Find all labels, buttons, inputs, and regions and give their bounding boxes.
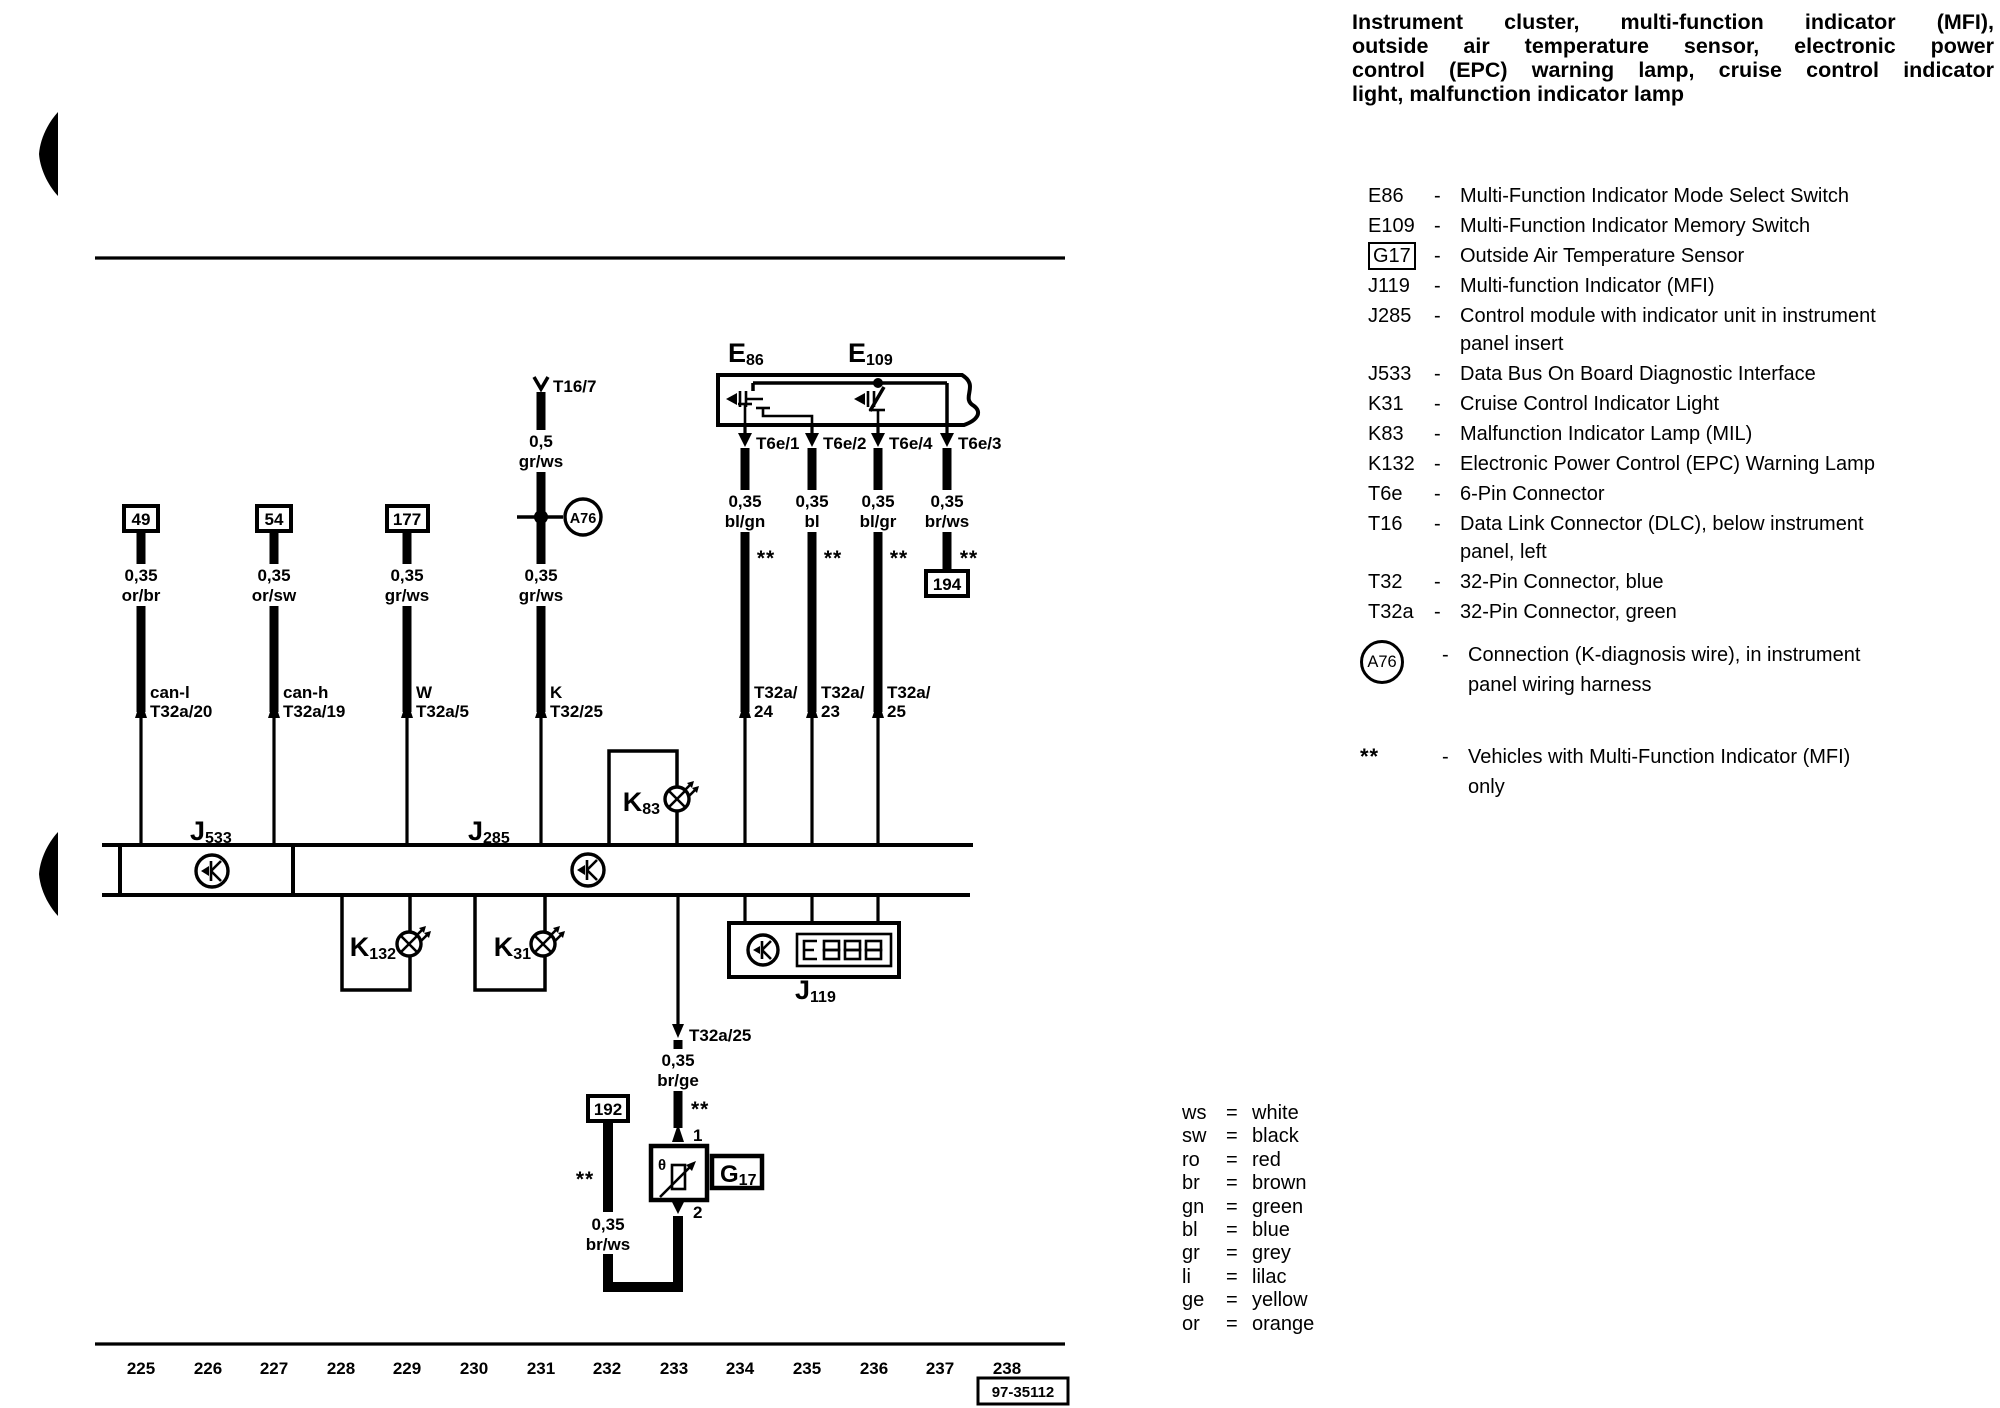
color-row: bl = blue: [1182, 1219, 1290, 1242]
junction-dot: [534, 510, 548, 524]
svg-text:54: 54: [264, 510, 284, 529]
pin-arrow-icon: [738, 433, 752, 447]
color-row: ro = red: [1182, 1148, 1281, 1171]
svg-text:0,35: 0,35: [795, 492, 829, 511]
svg-text:0,35: 0,35: [257, 566, 291, 585]
ground-loop-192: [576, 1096, 678, 1287]
title-line: outside air temperature sensor, electronic power: [1352, 34, 1994, 58]
bus-j533-j285: [102, 816, 973, 895]
legend-dash: -: [1434, 601, 1441, 623]
legend-code: T32: [1368, 571, 1403, 593]
svg-text:238: 238: [992, 1359, 1022, 1378]
legend-code: J119: [1368, 275, 1410, 297]
a76-circle: A76: [1360, 640, 1404, 684]
note-desc: Connection (K-diagnosis wire), in instrument: [1468, 644, 1861, 666]
legend-desc: Malfunction Indicator Lamp (MIL): [1460, 423, 1753, 445]
legend-dash: -: [1434, 275, 1441, 297]
lamp-icon: [531, 926, 565, 956]
svg-text:97-35112: 97-35112: [991, 1384, 1055, 1401]
svg-text:225: 225: [126, 1359, 156, 1378]
svg-text:gr/ws: gr/ws: [518, 586, 564, 605]
color-row: or = orange: [1182, 1312, 1315, 1335]
legend-code: J285: [1368, 305, 1412, 327]
title-line: control (EPC) warning lamp, cruise control indicator: [1352, 58, 1994, 82]
svg-text:θ: θ: [658, 1157, 667, 1174]
note-desc: Vehicles with Multi-Function Indicator (MFI): [1468, 746, 1851, 768]
legend-code: E109: [1368, 215, 1415, 237]
svg-text:**: **: [889, 547, 909, 570]
legend-row: [1368, 510, 1992, 566]
legend-row: [1368, 390, 1992, 418]
star-symbol: **: [1360, 744, 1380, 769]
lamp-k31: [475, 895, 565, 990]
pin-arrow-icon: [940, 433, 954, 447]
legend-code: T16: [1368, 513, 1403, 535]
svg-text:236: 236: [859, 1359, 889, 1378]
page-back-arrow-icon[interactable]: [39, 112, 58, 196]
component-legend: [1368, 182, 1992, 628]
color-row: gr = grey: [1182, 1242, 1291, 1265]
legend-code: T6e: [1368, 483, 1403, 505]
svg-text:bl: bl: [804, 512, 820, 531]
title-line: light, malfunction indicator lamp: [1352, 82, 1685, 106]
lamp-icon: [397, 926, 431, 956]
svg-text:T32a/20: T32a/20: [150, 702, 213, 721]
svg-text:**: **: [756, 547, 776, 570]
a76-note: [1360, 640, 1992, 700]
svg-text:K83: K83: [622, 787, 660, 818]
legend-dash: -: [1434, 363, 1441, 385]
legend-desc: panel insert: [1460, 333, 1564, 355]
legend-row: [1368, 360, 1992, 388]
note-desc: panel wiring harness: [1468, 674, 1652, 696]
legend-code: K132: [1368, 453, 1415, 475]
terminal-194: [926, 571, 968, 596]
lamp-k83: [609, 751, 699, 845]
legend-dash: -: [1434, 453, 1441, 475]
terminal-177: [387, 506, 428, 531]
svg-text:K31: K31: [493, 932, 531, 963]
k-diagnostic-icon: [748, 935, 778, 965]
wire-can-h: [244, 531, 345, 845]
svg-text:228: 228: [326, 1359, 356, 1378]
legend-dash: -: [1434, 571, 1441, 593]
svg-text:**: **: [823, 547, 843, 570]
doc-number: [978, 1378, 1068, 1404]
svg-text:0,35: 0,35: [124, 566, 158, 585]
legend-desc: Multi-Function Indicator Memory Switch: [1460, 215, 1811, 237]
legend-desc: Multi-Function Indicator Mode Select Switch: [1460, 185, 1850, 207]
svg-text:49: 49: [131, 510, 151, 529]
svg-text:K: K: [550, 683, 563, 702]
svg-text:**: **: [575, 1168, 595, 1191]
legend-row: [1368, 182, 1992, 210]
star-note: [1360, 742, 1992, 802]
svg-text:T6e/2: T6e/2: [823, 434, 867, 453]
svg-text:231: 231: [526, 1359, 556, 1378]
svg-text:177: 177: [392, 510, 422, 529]
svg-text:T6e/4: T6e/4: [889, 434, 933, 453]
connector-arrow-icon: [534, 377, 548, 389]
svg-text:**: **: [959, 547, 979, 570]
color-row: ws = white: [1182, 1102, 1299, 1124]
svg-text:T32a/: T32a/: [821, 683, 865, 702]
pin-arrow-icon: [871, 433, 885, 447]
svg-text:2: 2: [693, 1203, 703, 1222]
svg-text:235: 235: [792, 1359, 822, 1378]
svg-text:or/sw: or/sw: [251, 586, 297, 605]
legend-desc: Data Bus On Board Diagnostic Interface: [1460, 363, 1816, 385]
legend-row: [1368, 480, 1992, 508]
switch-e86-icon: [726, 391, 812, 427]
switch-e109-icon: [854, 387, 885, 427]
svg-text:J119: J119: [795, 975, 836, 1006]
svg-text:T32a/: T32a/: [754, 683, 798, 702]
svg-text:1: 1: [693, 1126, 703, 1145]
color-row: gn = green: [1182, 1195, 1304, 1218]
legend-code: G17: [1368, 242, 1434, 270]
svg-text:232: 232: [592, 1359, 622, 1378]
svg-text:227: 227: [259, 1359, 289, 1378]
svg-text:can-h: can-h: [283, 683, 329, 702]
legend-desc: Electronic Power Control (EPC) Warning Lamp: [1460, 453, 1875, 475]
legend-dash: -: [1434, 393, 1441, 415]
legend-code: K83: [1368, 423, 1404, 445]
legend-row: [1368, 450, 1992, 478]
svg-text:J285: J285: [468, 816, 510, 847]
wire-t6e1: [715, 427, 799, 845]
svg-text:T32a/25: T32a/25: [689, 1026, 752, 1045]
sensor-g17-branch: [648, 897, 762, 1222]
svg-text:230: 230: [459, 1359, 489, 1378]
svg-text:G17: G17: [720, 1161, 757, 1189]
lamp-k132: [342, 895, 431, 990]
terminal-192: [588, 1096, 628, 1121]
legend-desc: 6-Pin Connector: [1460, 483, 1605, 505]
svg-text:194: 194: [932, 575, 962, 594]
svg-text:gr/ws: gr/ws: [518, 452, 564, 471]
svg-text:bl/gn: bl/gn: [724, 512, 766, 531]
legend-dash: -: [1434, 245, 1441, 267]
switch-box-e86-e109: [718, 338, 978, 427]
legend-desc: Control module with indicator unit in instrument: [1460, 305, 1876, 327]
svg-text:T32a/: T32a/: [887, 683, 931, 702]
note-desc: only: [1468, 776, 1505, 798]
color-row: li = lilac: [1182, 1265, 1287, 1288]
legend-desc: Outside Air Temperature Sensor: [1460, 245, 1745, 267]
svg-text:23: 23: [821, 702, 840, 721]
svg-text:237: 237: [925, 1359, 955, 1378]
svg-text:0,35: 0,35: [728, 492, 762, 511]
wire-color-key: [1182, 1102, 1314, 1336]
lcd-display-icon: [797, 934, 891, 966]
note-dash: -: [1442, 746, 1449, 768]
lamp-icon: [665, 781, 699, 811]
title-line: Instrument cluster, multi-function indicator (MFI),: [1352, 10, 1994, 34]
legend-dash: -: [1434, 185, 1441, 207]
component-j119: [729, 897, 899, 1006]
legend-row: [1368, 568, 1992, 596]
svg-text:234: 234: [725, 1359, 755, 1378]
track-numbers: [127, 1359, 1021, 1378]
wire-t6e4: [848, 427, 933, 845]
svg-text:0,5: 0,5: [529, 432, 553, 451]
svg-text:T16/7: T16/7: [553, 377, 597, 396]
svg-text:T32/25: T32/25: [550, 702, 603, 721]
color-row: sw = black: [1182, 1125, 1299, 1148]
wire-k-diagnosis: [511, 377, 603, 845]
svg-text:bl/gr: bl/gr: [859, 512, 897, 531]
color-row: ge = yellow: [1182, 1289, 1308, 1312]
svg-text:T32a/5: T32a/5: [416, 702, 469, 721]
a76-connection: [565, 499, 601, 535]
svg-text:W: W: [416, 683, 433, 702]
legend-row: [1368, 598, 1992, 626]
legend-desc: Multi-function Indicator (MFI): [1460, 275, 1715, 297]
wire-t6e2: [782, 427, 866, 845]
svg-text:E86: E86: [728, 338, 764, 369]
terminal-49: [124, 506, 158, 531]
svg-text:0,35: 0,35: [524, 566, 558, 585]
legend-code: K31: [1368, 393, 1404, 415]
svg-text:192: 192: [593, 1100, 623, 1119]
svg-text:A76: A76: [569, 511, 597, 527]
svg-text:br/ws: br/ws: [924, 512, 970, 531]
legend-dash: -: [1434, 423, 1441, 445]
svg-text:0,35: 0,35: [661, 1051, 695, 1070]
page-title: [1352, 10, 1994, 106]
junction-dot: [873, 378, 883, 388]
svg-text:or/br: or/br: [121, 586, 161, 605]
legend-desc: 32-Pin Connector, blue: [1460, 571, 1664, 593]
legend-row: [1368, 272, 1992, 300]
wire-w: [377, 531, 469, 845]
legend-row: [1368, 420, 1992, 448]
page-back-arrow-icon[interactable]: [39, 832, 58, 916]
sensor-g17-icon: [651, 1146, 707, 1200]
svg-text:**: **: [691, 1098, 710, 1121]
legend-code: T32a: [1368, 601, 1414, 623]
legend-row: [1368, 302, 1992, 358]
pin-arrow-icon: [672, 1202, 684, 1214]
svg-text:T6e/3: T6e/3: [958, 434, 1002, 453]
legend-desc: panel, left: [1460, 541, 1547, 563]
svg-text:0,35: 0,35: [861, 492, 895, 511]
svg-text:24: 24: [754, 702, 773, 721]
svg-text:J533: J533: [190, 816, 232, 847]
svg-text:226: 226: [193, 1359, 223, 1378]
svg-text:br/ws: br/ws: [585, 1235, 631, 1254]
legend-desc: Data Link Connector (DLC), below instrument: [1460, 513, 1864, 535]
pin-arrow-icon: [805, 433, 819, 447]
svg-text:E109: E109: [848, 338, 893, 369]
svg-text:gr/ws: gr/ws: [384, 586, 430, 605]
legend-desc: 32-Pin Connector, green: [1460, 601, 1677, 623]
svg-text:0,35: 0,35: [930, 492, 964, 511]
svg-text:T32a/19: T32a/19: [283, 702, 346, 721]
label-g17: [712, 1156, 762, 1189]
svg-text:K132: K132: [349, 932, 396, 963]
legend-code: E86: [1368, 185, 1404, 207]
terminal-54: [257, 506, 291, 531]
svg-text:25: 25: [887, 702, 906, 721]
legend-desc: Cruise Control Indicator Light: [1460, 393, 1720, 415]
pin-arrow-icon: [672, 1024, 684, 1038]
svg-text:0,35: 0,35: [390, 566, 424, 585]
legend-dash: -: [1434, 305, 1441, 327]
note-dash: -: [1442, 644, 1449, 666]
legend-row: [1368, 212, 1992, 240]
svg-text:0,35: 0,35: [591, 1215, 625, 1234]
svg-text:T6e/1: T6e/1: [756, 434, 800, 453]
legend-code: J533: [1368, 363, 1412, 385]
legend-dash: -: [1434, 513, 1441, 535]
color-row: br = brown: [1182, 1172, 1307, 1195]
legend-dash: -: [1434, 483, 1441, 505]
k-diagnostic-icon: [572, 854, 604, 886]
svg-text:229: 229: [392, 1359, 422, 1378]
k-diagnostic-icon: [196, 855, 228, 887]
svg-text:br/ge: br/ge: [657, 1071, 699, 1090]
wire-can-l: [111, 531, 212, 845]
legend-dash: -: [1434, 215, 1441, 237]
svg-text:can-l: can-l: [150, 683, 190, 702]
legend-row: [1368, 242, 1992, 270]
svg-text:233: 233: [659, 1359, 689, 1378]
